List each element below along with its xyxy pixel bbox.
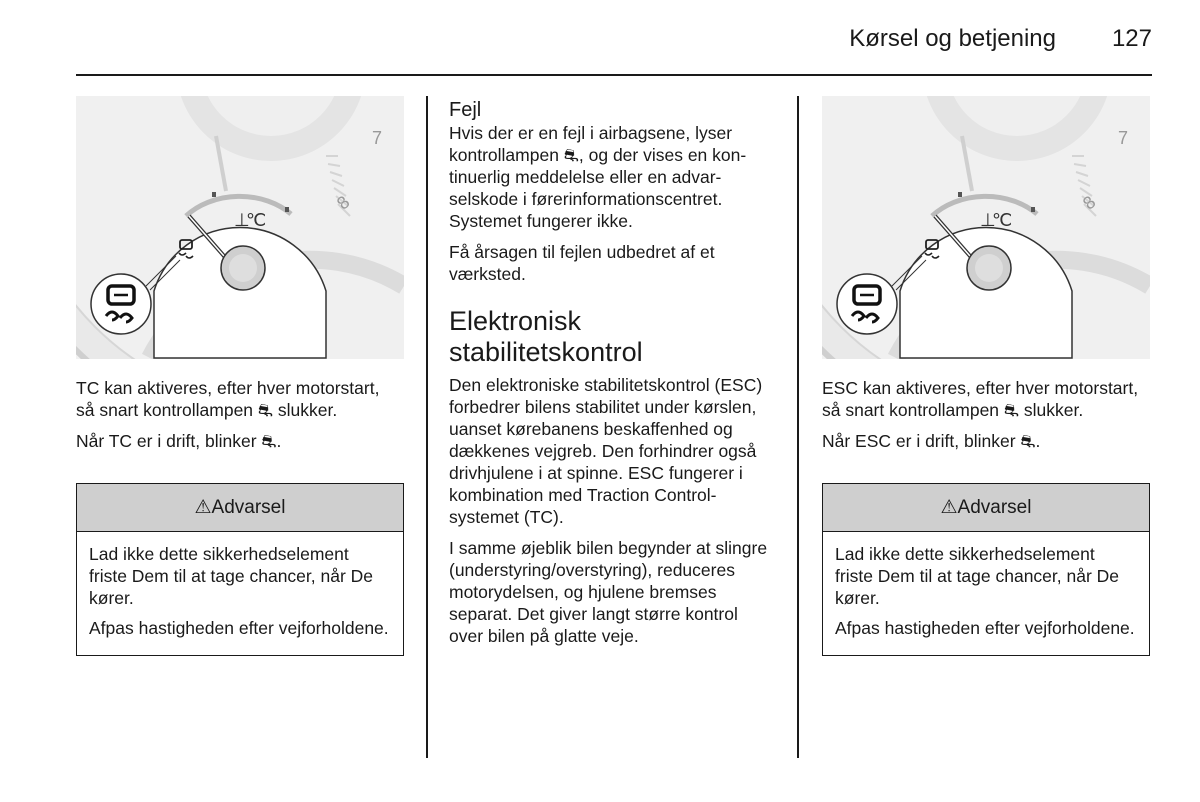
scale-mark-7: 7 <box>1118 128 1129 148</box>
scale-mark-8: 8 <box>1078 191 1100 214</box>
esc-paragraph: I samme øjeblik bilen begynder at slingre (understyring/overstyring), reduceres motorydelsen, og hjulene bremses separat. Det giver langt større kontrol over bilen på glatte veje. <box>449 538 768 646</box>
right-column-text <box>822 377 1148 461</box>
warning-box-left <box>76 483 404 656</box>
temperature-icon: ⊥ <box>234 210 250 230</box>
column-divider-left <box>426 96 428 758</box>
tc-activation-paragraph: TC kan aktiveres, efter hver motorstart, så snart kontrollampen ⛐ slukker. <box>76 378 380 420</box>
warning-title: ⚠Advarsel <box>823 484 1149 532</box>
fault-paragraph: Få årsagen til fejlen udbedret af et værksted. <box>449 242 715 284</box>
running-header-title: Kørsel og betjening <box>849 25 1056 52</box>
instrument-cluster-figure-esc <box>822 96 1150 359</box>
left-column-text <box>76 377 402 461</box>
esc-heading-line1: Elektronisk <box>449 306 582 336</box>
warning-title: ⚠Advarsel <box>77 484 403 532</box>
gauge-unit-label: ℃ <box>992 210 1013 230</box>
fault-heading: Fejl <box>449 99 482 121</box>
instrument-cluster-figure-tc <box>76 96 404 359</box>
page-number: 127 <box>1111 25 1152 52</box>
warning-paragraph: Afpas hastigheden efter vejforholdene. <box>835 618 1135 638</box>
warning-paragraph: Lad ikke dette sikkerhedselement friste Dem til at tage chancer, når De kører. <box>835 544 1120 608</box>
column-divider-right <box>797 96 799 758</box>
warning-paragraph: Afpas hastigheden efter vejforholdene. <box>89 618 389 638</box>
scale-mark-8: 8 <box>332 191 354 214</box>
esc-heading-line2: stabilitetskontrol <box>449 337 643 367</box>
gauge-illustration <box>76 96 404 359</box>
fault-paragraph: Hvis der er en fejl i airbagsene, lyser kontrollampen ⛐, og der vises en kontinuerlig meddelelse eller en advarselskode i førerinformationscentret. Systemet fungerer ikke. <box>449 123 747 231</box>
middle-column-text <box>449 98 775 656</box>
warning-paragraph: Lad ikke dette sikkerhedselement friste Dem til at tage chancer, når De kører. <box>89 544 374 608</box>
esc-active-paragraph: Når ESC er i drift, blinker ⛐. <box>822 431 1041 451</box>
esc-heading <box>449 306 775 368</box>
esc-activation-paragraph: ESC kan aktiveres, efter hver motorstart, så snart kontrollampen ⛐ slukker. <box>822 378 1139 420</box>
gauge-illustration <box>822 96 1150 359</box>
temperature-icon: ⊥ <box>980 210 996 230</box>
tc-active-paragraph: Når TC er i drift, blinker ⛐. <box>76 431 282 451</box>
scale-mark-7: 7 <box>372 128 383 148</box>
gauge-unit-label: ℃ <box>246 210 267 230</box>
warning-box-right <box>822 483 1150 656</box>
header-rule <box>76 74 1152 76</box>
esc-paragraph: Den elektroniske stabilitetskontrol (ESC) forbedrer bilens stabilitet under kørslen, uanset kørebanens beskaffenhed og dækkenes vejgreb. Den forhindrer også drivhjulene i at spinne. ESC fungerer i kombination med Traction Control-systemet (TC). <box>449 375 763 527</box>
